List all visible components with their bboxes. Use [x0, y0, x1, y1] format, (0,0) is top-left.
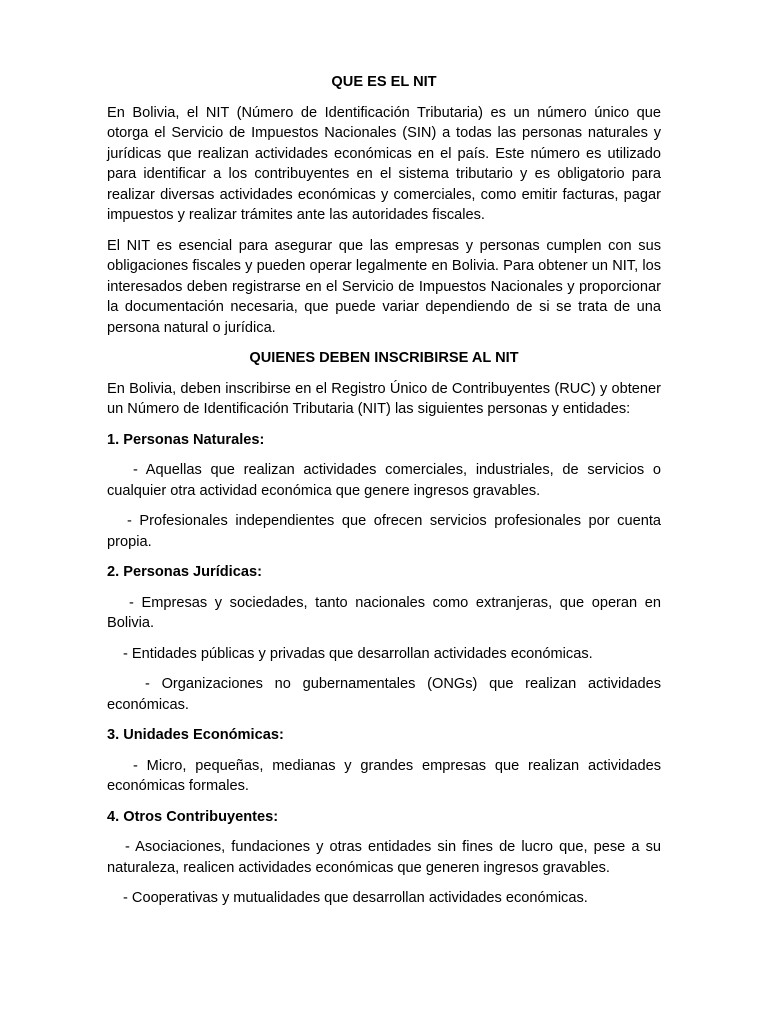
document-title: QUE ES EL NIT — [331, 74, 437, 90]
list-item: - Profesionales independientes que ofrecen servicios profesionales por cuenta propia. — [107, 513, 661, 550]
intro-paragraph-2: El NIT es esencial para asegurar que las empresas y personas cumplen con sus obligaciones fiscales y pueden operar legalmente en Bolivia. Para obtener un NIT, los interesados deben registrarse en el Servicio de Impuestos Nacionales y proporcionar la documentación necesaria, que puede variar dependiendo de si se trata de una persona natural o jurídica. — [107, 237, 661, 336]
list-item: - Aquellas que realizan actividades comerciales, industriales, de servicios o cualquier otra actividad económica que genere ingresos gravables. — [107, 462, 661, 499]
list-item: - Cooperativas y mutualidades que desarrollan actividades económicas. — [123, 890, 588, 906]
section-heading-personas-naturales: 1. Personas Naturales: — [107, 431, 265, 448]
list-item: - Entidades públicas y privadas que desarrollan actividades económicas. — [123, 645, 593, 662]
section-subtitle: QUIENES DEBEN INSCRIBIRSE AL NIT — [249, 350, 519, 366]
subtitle-intro-paragraph: En Bolivia, deben inscribirse en el Registro Único de Contribuyentes (RUC) y obtener un Número de Identificación Tributaria (NIT) las siguientes personas y entidades: — [107, 380, 661, 417]
list-item: - Micro, pequeñas, medianas y grandes empresas que realizan actividades económicas formales. — [107, 757, 661, 794]
section-heading-otros-contribuyentes: 4. Otros Contribuyentes: — [107, 808, 279, 825]
list-item: - Organizaciones no gubernamentales (ONGs) que realizan actividades económicas. — [107, 676, 661, 713]
list-item: - Asociaciones, fundaciones y otras entidades sin fines de lucro que, pese a su naturaleza, realicen actividades económicas que generen ingresos gravables. — [107, 839, 661, 876]
intro-paragraph-1: En Bolivia, el NIT (Número de Identificación Tributaria) es un número único que otorga el Servicio de Impuestos Nacionales (SIN) a todas las personas naturales y jurídicas que realizan actividades económicas en el país. Este número es utilizado para identificar a los contribuyentes en el sistema tributario y es obligatorio para realizar diversas actividades económicas y comerciales, como emitir facturas, pagar impuestos y realizar trámites ante las autoridades fiscales. — [107, 104, 661, 223]
section-heading-unidades-economicas: 3. Unidades Económicas: — [107, 727, 284, 743]
list-item: - Empresas y sociedades, tanto nacionales como extranjeras, que operan en Bolivia. — [107, 594, 661, 631]
section-heading-personas-juridicas: 2. Personas Jurídicas: — [107, 564, 262, 580]
document-body — [107, 72, 661, 919]
